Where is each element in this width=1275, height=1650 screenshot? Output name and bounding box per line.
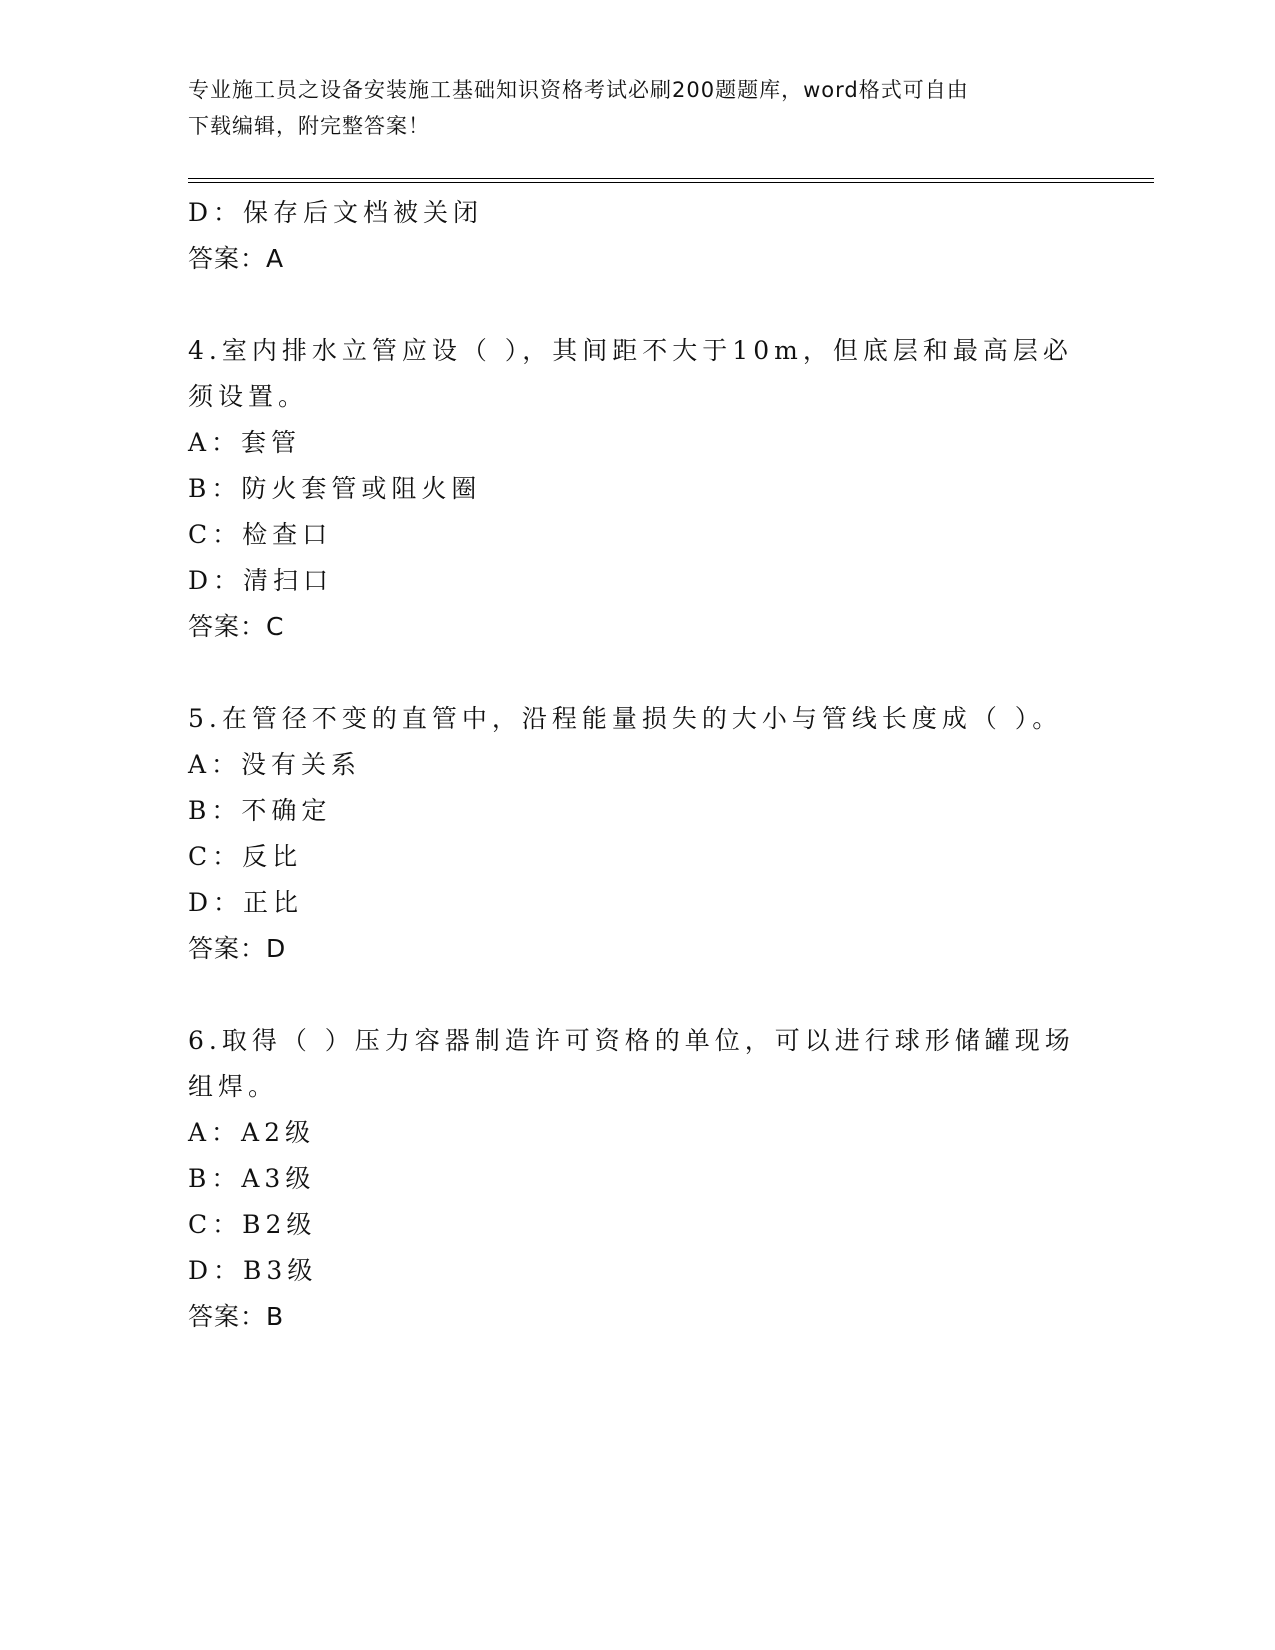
question-text: 4.室内排水立管应设（ ），其间距不大于10m，但底层和最高层必须设置。 — [188, 336, 1073, 411]
answer-line: 答案：B — [188, 1302, 285, 1331]
header-divider — [188, 178, 1154, 183]
option-a: A：没有关系 — [188, 750, 362, 779]
option-b: B：A3级 — [188, 1164, 316, 1193]
option-b: B：防火套管或阻火圈 — [188, 474, 482, 503]
option-b: B：不确定 — [188, 796, 332, 825]
option-c: C：检查口 — [188, 520, 333, 549]
spacer — [188, 282, 1088, 328]
question-text: 6.取得（ ）压力容器制造许可资格的单位，可以进行球形储罐现场组焊。 — [188, 1026, 1075, 1101]
question-list — [188, 190, 1088, 1340]
answer-line: 答案：C — [188, 612, 285, 641]
option-a: A：A2级 — [188, 1118, 316, 1147]
spacer — [188, 972, 1088, 1018]
document-header — [188, 72, 1078, 144]
option-d: D：正比 — [188, 888, 304, 917]
option-c: C：B2级 — [188, 1210, 317, 1239]
prev-question-option-d: D：保存后文档被关闭 — [188, 198, 484, 227]
question-block-5 — [188, 696, 1088, 972]
question-text: 5.在管径不变的直管中，沿程能量损失的大小与管线长度成（ ）。 — [188, 704, 1063, 733]
prev-question-answer: 答案：A — [188, 244, 285, 273]
spacer — [188, 650, 1088, 696]
question-block-4 — [188, 328, 1088, 650]
question-block-6 — [188, 1018, 1088, 1340]
header-line-2: 下载编辑，附完整答案！ — [188, 114, 430, 138]
option-d: D：清扫口 — [188, 566, 334, 595]
header-line-1: 专业施工员之设备安装施工基础知识资格考试必刷200题题库，word格式可自由 — [188, 78, 969, 102]
option-d: D：B3级 — [188, 1256, 318, 1285]
answer-line: 答案：D — [188, 934, 287, 963]
option-c: C：反比 — [188, 842, 303, 871]
option-a: A：套管 — [188, 428, 302, 457]
